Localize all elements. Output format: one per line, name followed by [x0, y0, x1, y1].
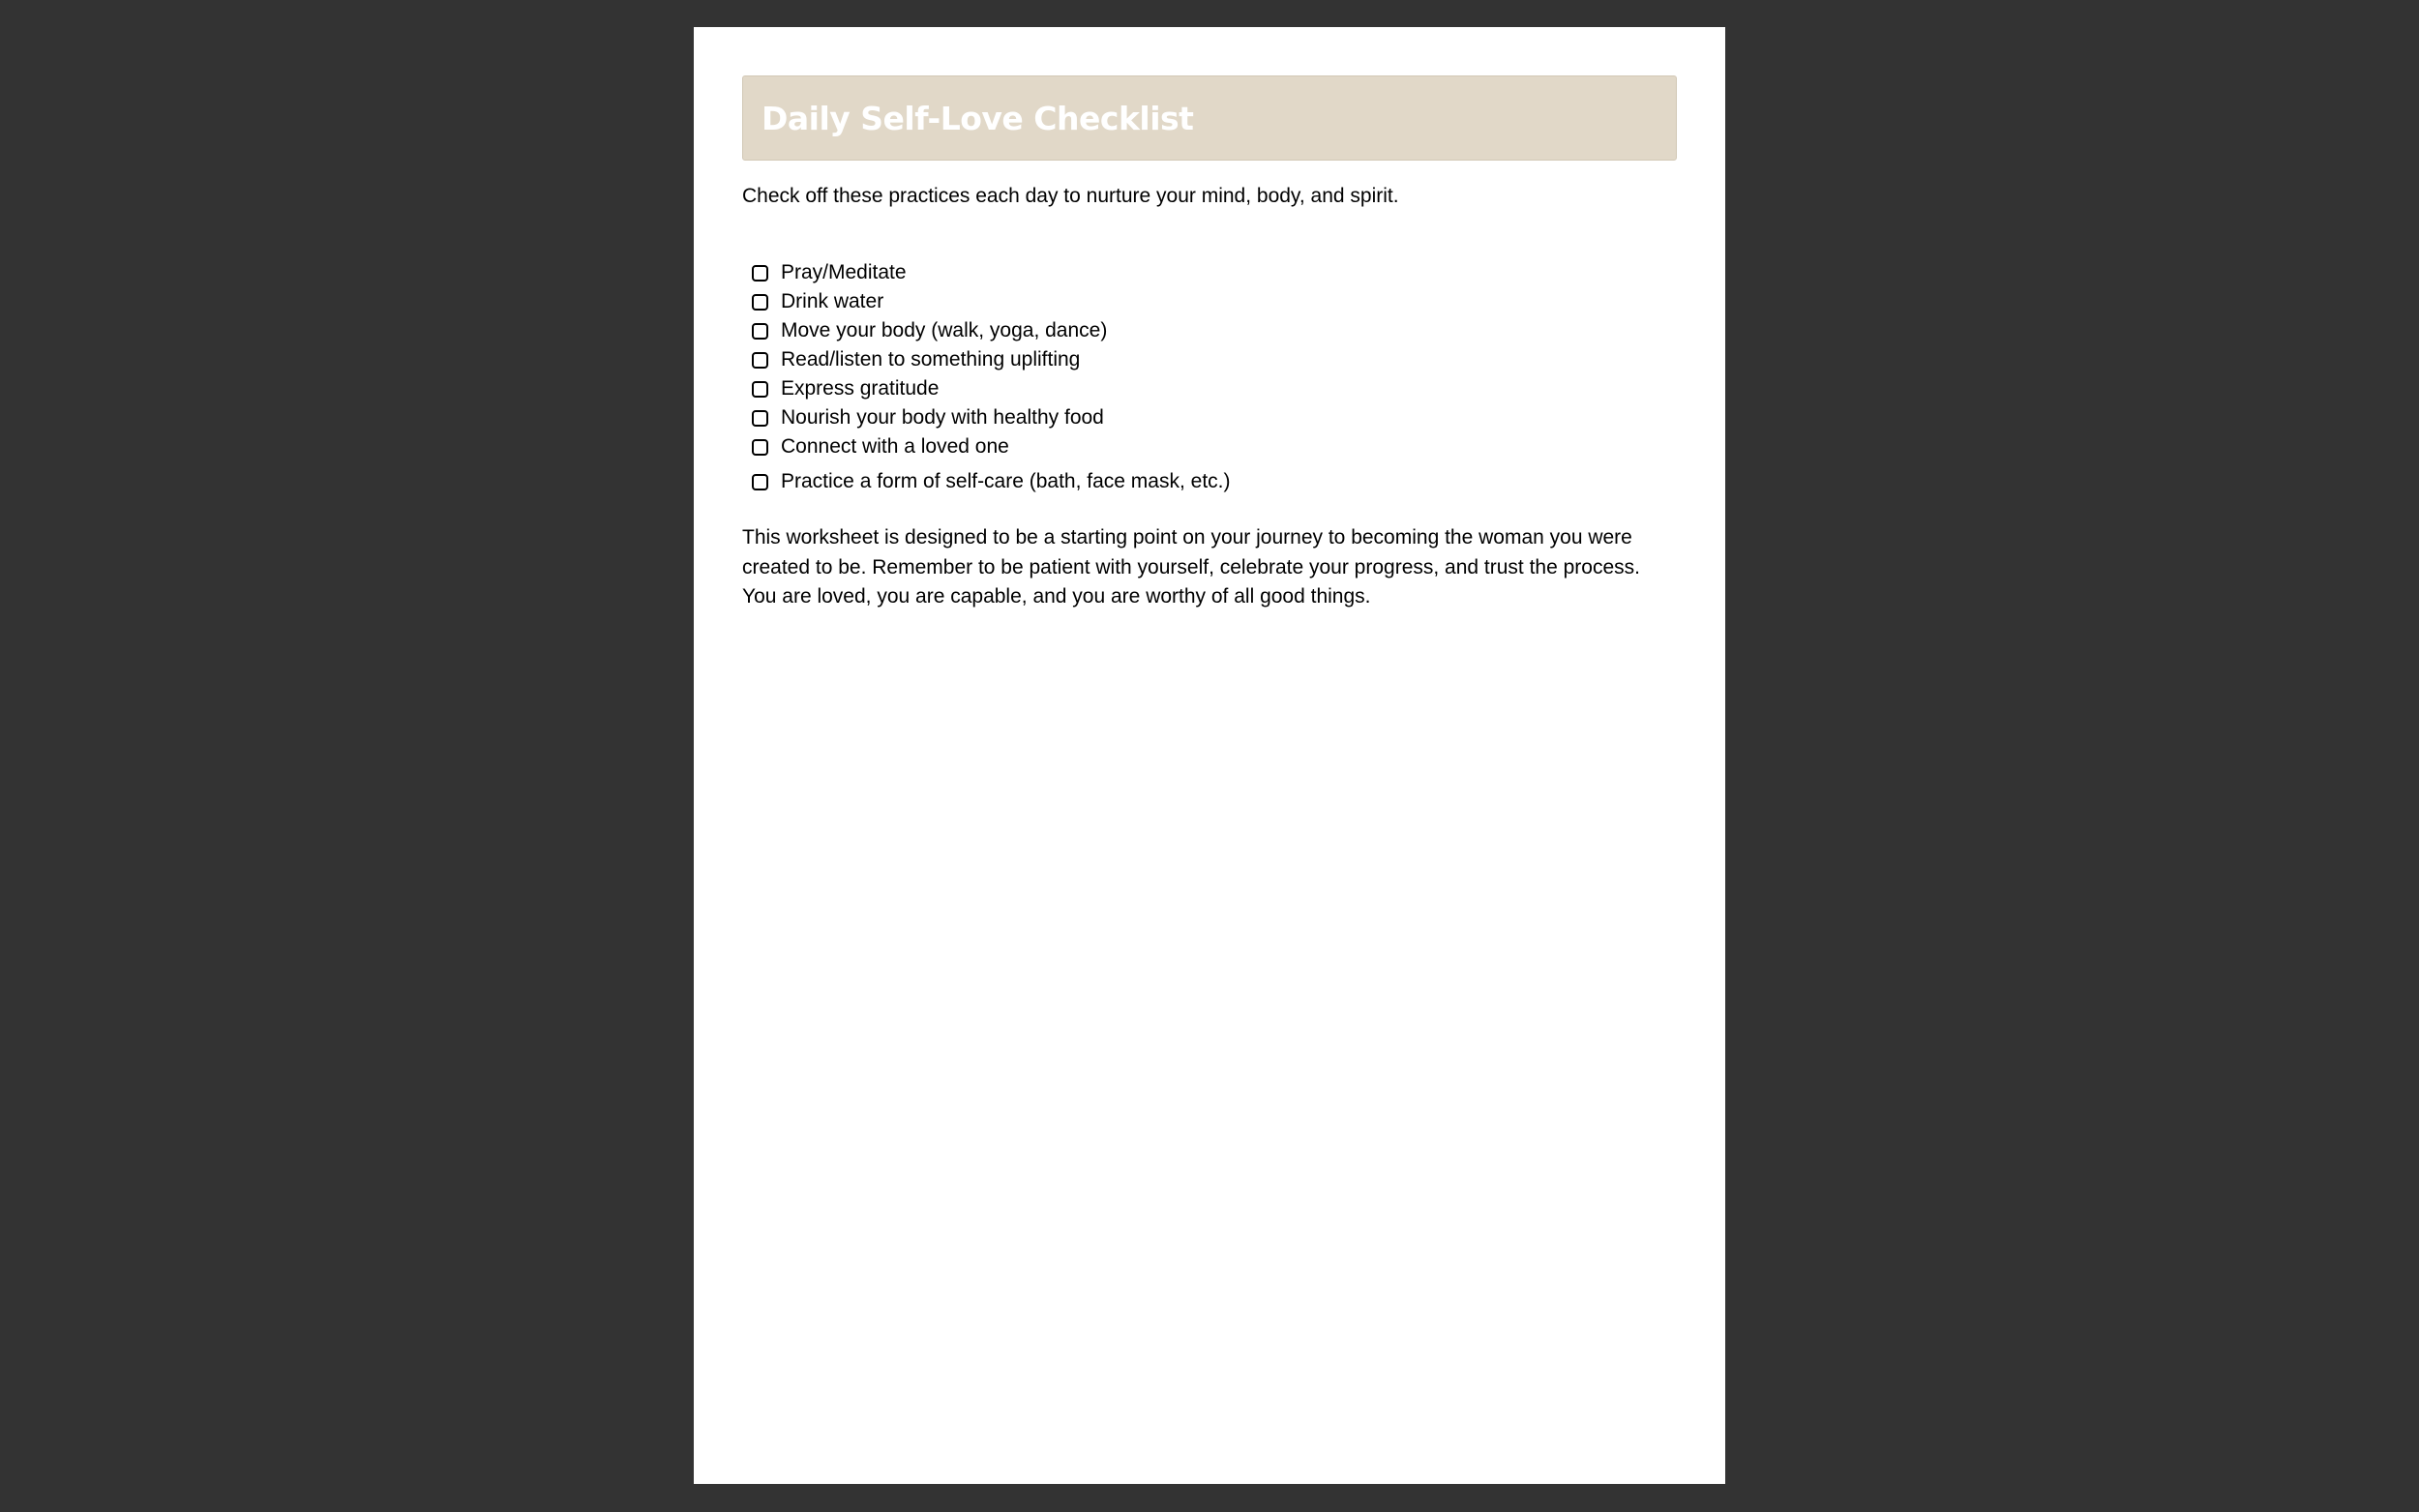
checklist-item-label: Connect with a loved one	[781, 435, 1009, 458]
checkbox[interactable]	[752, 294, 768, 311]
closing-paragraph: This worksheet is designed to be a starting point on your journey to becoming the woman you were created to be. Remember to be patient with yourself, celebrate your progress, and trust the process. You are loved, you are capable, and you are worthy of all good things.	[742, 526, 1640, 608]
intro-text: Check off these practices each day to nurture your mind, body, and spirit.	[742, 185, 1399, 207]
page-title: Daily Self-Love Checklist	[762, 99, 1194, 137]
checklist-item	[752, 345, 1671, 374]
checklist-item	[752, 374, 1671, 403]
checklist-item-label: Practice a form of self-care (bath, face mask, etc.)	[781, 470, 1231, 492]
checkbox[interactable]	[752, 265, 768, 282]
checklist-item-label: Nourish your body with healthy food	[781, 406, 1104, 429]
checklist-item	[752, 287, 1671, 316]
checkbox[interactable]	[752, 381, 768, 398]
header-banner	[742, 75, 1677, 161]
checklist-item-label: Read/listen to something uplifting	[781, 348, 1081, 371]
checklist-item-label: Drink water	[781, 290, 884, 312]
checkbox[interactable]	[752, 474, 768, 490]
checklist-item	[752, 403, 1671, 432]
checkbox[interactable]	[752, 439, 768, 456]
checkbox[interactable]	[752, 323, 768, 340]
checklist-item-label: Move your body (walk, yoga, dance)	[781, 319, 1108, 341]
checklist-item-label: Express gratitude	[781, 377, 940, 400]
checklist	[752, 258, 1671, 496]
checklist-item	[752, 258, 1671, 287]
document-page	[694, 27, 1725, 1484]
checklist-item	[752, 467, 1671, 496]
checkbox[interactable]	[752, 352, 768, 369]
checklist-item	[752, 316, 1671, 345]
checkbox[interactable]	[752, 410, 768, 427]
checklist-item	[752, 432, 1671, 461]
checklist-item-label: Pray/Meditate	[781, 261, 907, 283]
